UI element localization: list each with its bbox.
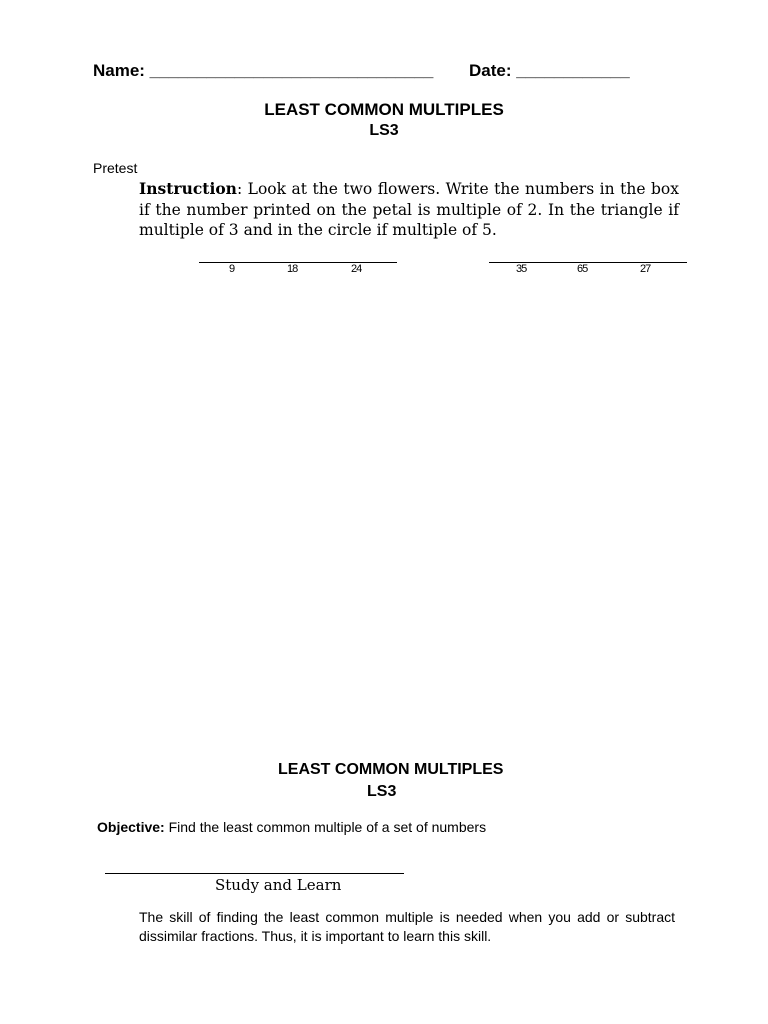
section2-code: LS3 (367, 783, 397, 800)
flower1-number: 9 (229, 263, 235, 275)
flower1-number: 24 (351, 263, 362, 275)
flower2-number: 27 (640, 263, 651, 275)
section2-title: LEAST COMMON MULTIPLES (278, 761, 504, 778)
flower1-number: 18 (287, 263, 298, 275)
study-rule (105, 873, 404, 874)
section1-title (0, 100, 768, 120)
objective-text: Find the least common multiple of a set of numbers (164, 819, 487, 835)
objective-line (97, 819, 486, 835)
date-field-label: Date: ____________ (469, 61, 630, 80)
instruction-paragraph (139, 179, 679, 241)
section1-title-text: LEAST COMMON MULTIPLES (264, 100, 504, 119)
name-field-label: Name: ______________________________ (93, 61, 434, 80)
objective-label: Objective: (97, 819, 165, 835)
flower2-number: 35 (516, 263, 527, 275)
study-heading: Study and Learn (215, 876, 342, 894)
instruction-heading: Instruction (139, 179, 237, 198)
section1-code: LS3 (369, 122, 399, 139)
study-paragraph: The skill of finding the least common multiple is needed when you add or subtract dissimilar fractions. Thus, it is important to learn this skill. (139, 909, 675, 944)
flower2-number: 65 (577, 263, 588, 275)
instruction-body: : Look at the two flowers. Write the numbers in the box if the number printed on the petal is multiple of 2. In the triangle if multiple of 3 and in the circle if multiple of 5. (139, 180, 679, 239)
pretest-label: Pretest (93, 160, 138, 176)
